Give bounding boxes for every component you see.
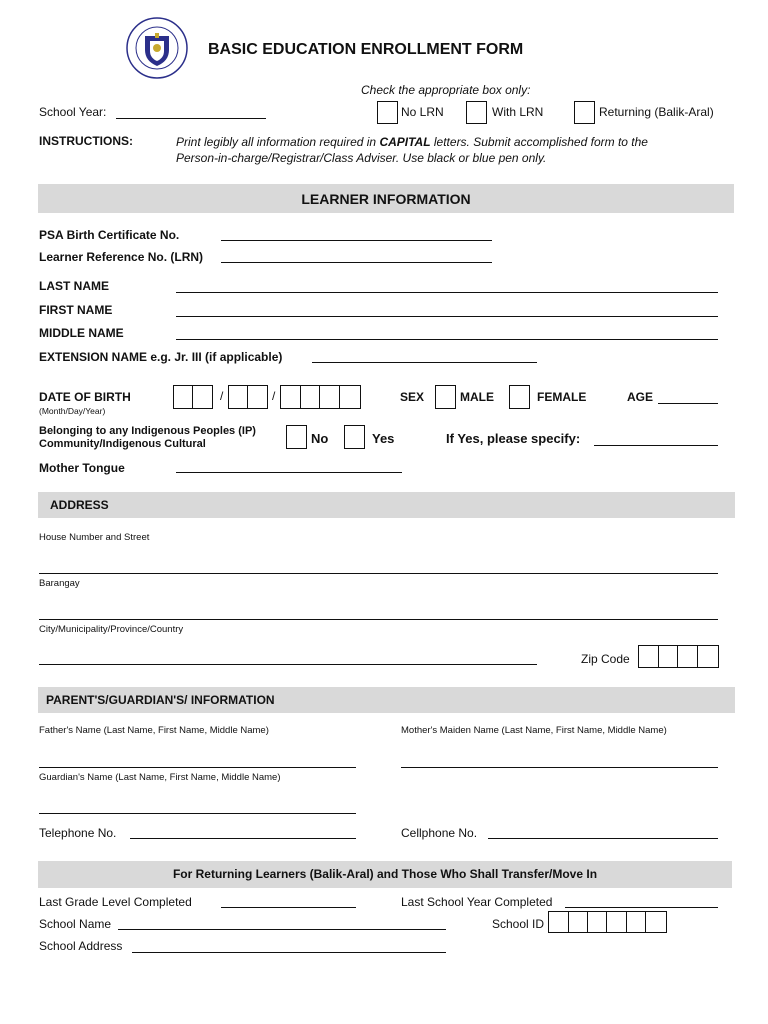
house-label: House Number and Street: [39, 532, 150, 543]
mother-tongue-field[interactable]: [176, 472, 402, 473]
first-name-label: FIRST NAME: [39, 303, 113, 317]
ip-yes-label: Yes: [372, 431, 395, 446]
father-field[interactable]: [39, 767, 356, 768]
seal-icon: [126, 17, 188, 79]
dob-separator-2: /: [272, 389, 276, 403]
last-grade-field[interactable]: [221, 907, 356, 908]
school-address-label: School Address: [39, 939, 123, 953]
sex-label: SEX: [400, 390, 425, 404]
age-field[interactable]: [658, 403, 718, 404]
school-name-field[interactable]: [118, 929, 446, 930]
instructions-post: letters. Submit accomplished form to the: [430, 135, 648, 149]
school-address-field[interactable]: [132, 952, 446, 953]
form-title: BASIC EDUCATION ENROLLMENT FORM: [208, 41, 524, 58]
with-lrn-checkbox[interactable]: [466, 101, 487, 124]
lrn-label: Learner Reference No. (LRN): [39, 250, 204, 264]
last-name-label: LAST NAME: [39, 279, 109, 293]
mother-label: Mother's Maiden Name (Last Name, First Name, Middle Name): [401, 725, 667, 736]
male-label: MALE: [460, 390, 494, 404]
guardian-label: Guardian's Name (Last Name, First Name, Middle Name): [39, 772, 281, 783]
guardian-field[interactable]: [39, 813, 356, 814]
dob-separator-1: /: [220, 389, 224, 403]
instructions-pre: Print legibly all information required in: [176, 135, 380, 149]
check-note: Check the appropriate box only:: [361, 83, 531, 97]
last-grade-label: Last Grade Level Completed: [39, 895, 192, 909]
ip-specify-label: If Yes, please specify:: [446, 431, 581, 446]
dob-day-boxes[interactable]: [228, 385, 268, 409]
telephone-field[interactable]: [130, 838, 356, 839]
psa-field[interactable]: [221, 240, 492, 241]
no-lrn-label: No LRN: [401, 105, 444, 119]
cellphone-label: Cellphone No.: [401, 826, 478, 840]
school-id-boxes[interactable]: [548, 911, 667, 933]
no-lrn-checkbox[interactable]: [377, 101, 398, 124]
psa-label: PSA Birth Certificate No.: [39, 228, 180, 242]
female-checkbox[interactable]: [509, 385, 530, 409]
dob-month-boxes[interactable]: [173, 385, 213, 409]
parents-title: PARENT'S/GUARDIAN'S/ INFORMATION: [46, 693, 275, 707]
female-label: FEMALE: [537, 390, 587, 404]
barangay-field[interactable]: [39, 619, 718, 620]
ip-label-line2: Community/Indigenous Cultural: [39, 438, 206, 450]
father-label: Father's Name (Last Name, First Name, Middle Name): [39, 725, 269, 736]
zip-code-boxes[interactable]: [638, 645, 719, 668]
dob-label: DATE OF BIRTH: [39, 390, 131, 404]
mother-tongue-label: Mother Tongue: [39, 461, 125, 475]
instructions-label: INSTRUCTIONS:: [39, 134, 133, 148]
last-sy-label: Last School Year Completed: [401, 895, 553, 909]
ip-no-checkbox[interactable]: [286, 425, 307, 449]
school-id-label: School ID: [492, 917, 545, 931]
address-title: ADDRESS: [50, 498, 109, 512]
ip-yes-checkbox[interactable]: [344, 425, 365, 449]
deped-seal: [126, 17, 188, 79]
last-sy-field[interactable]: [565, 907, 718, 908]
address-header: [38, 492, 735, 518]
male-checkbox[interactable]: [435, 385, 456, 409]
extension-name-label: EXTENSION NAME e.g. Jr. III (if applicable): [39, 350, 283, 364]
middle-name-label: MIDDLE NAME: [39, 326, 124, 340]
returning-label: Returning (Balik-Aral): [599, 105, 714, 119]
ip-specify-field[interactable]: [594, 445, 718, 446]
last-name-field[interactable]: [176, 292, 718, 293]
barangay-label: Barangay: [39, 578, 80, 589]
instructions-line2: Person-in-charge/Registrar/Class Adviser. Use black or blue pen only.: [176, 151, 547, 165]
city-field[interactable]: [39, 664, 537, 665]
cellphone-field[interactable]: [488, 838, 718, 839]
ip-no-label: No: [311, 431, 329, 446]
instructions-caps: CAPITAL: [379, 135, 431, 149]
with-lrn-label: With LRN: [492, 105, 544, 119]
zip-label: Zip Code: [581, 652, 630, 666]
first-name-field[interactable]: [176, 316, 718, 317]
returning-title: For Returning Learners (Balik-Aral) and Those Who Shall Transfer/Move In: [172, 867, 598, 881]
middle-name-field[interactable]: [176, 339, 718, 340]
school-year-field[interactable]: [116, 118, 266, 119]
lrn-field[interactable]: [221, 262, 492, 263]
mother-field[interactable]: [401, 767, 718, 768]
extension-name-field[interactable]: [312, 362, 537, 363]
dob-year-boxes[interactable]: [280, 385, 361, 409]
returning-checkbox[interactable]: [574, 101, 595, 124]
learner-info-title: LEARNER INFORMATION: [301, 191, 471, 207]
city-label: City/Municipality/Province/Country: [39, 624, 184, 635]
telephone-label: Telephone No.: [39, 826, 117, 840]
school-name-label: School Name: [39, 917, 112, 931]
school-year-label: School Year:: [39, 105, 107, 119]
age-label: AGE: [627, 390, 654, 404]
ip-label-line1: Belonging to any Indigenous Peoples (IP): [39, 425, 256, 437]
dob-hint: (Month/Day/Year): [39, 406, 106, 416]
instructions-text: [176, 134, 706, 166]
house-field[interactable]: [39, 573, 718, 574]
